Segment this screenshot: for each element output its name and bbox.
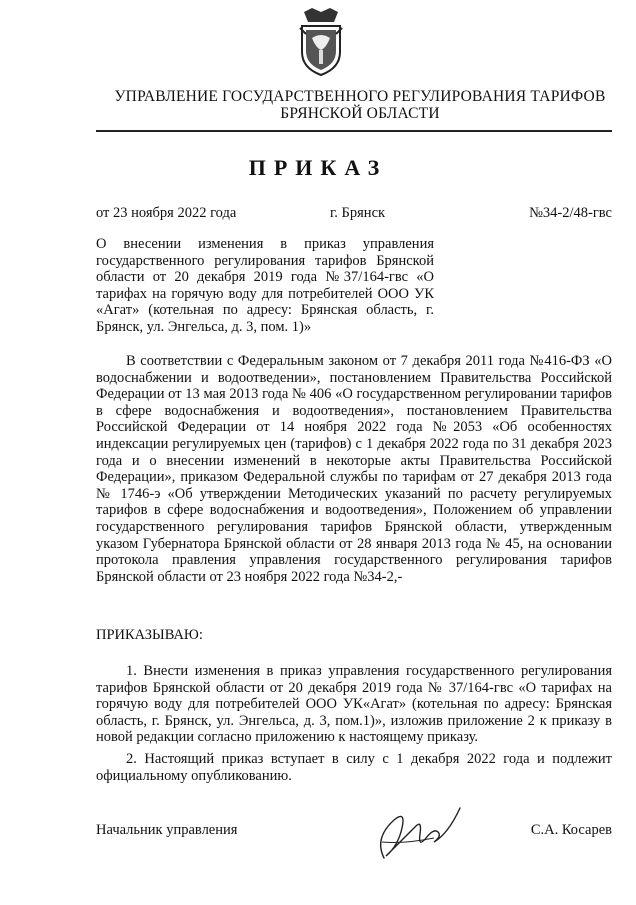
- preamble-paragraph: В соответствии с Федеральным законом от 7 декабря 2011 года №416-ФЗ «О водоснабжении и водоотведении», постановлением Правительства Российской Федерации от 13 мая 2013 года № 406 «О государственном регулировании тарифов в сфере водоснабжения и водоотведения», постановлением Правительства Российской Федерации от 14 ноября 2022 года №2053 «Об особенностях индексации регулируемых цен (тарифов) с 1 декабря 2022 года по 31 декабря 2023 года и о внесении изменений в некоторые акты Правительства Российской Федерации», приказом Федеральной службы по тарифам от 27 декабря 2013 года № 1746-э «Об утверждении Методических указаний по расчету регулируемых тарифов в сфере водоснабжения и водоотведения», Положением об управлении государственного регулирования тарифов Брянской области, утвержденным указом Губернатора Брянской области от 28 января 2013 года № 45, на основании протокола правления управления государственного регулирования тарифов Брянской области от 23 ноября 2022 года №34-2,-: [96, 353, 612, 585]
- document-number: №34-2/48-гвс: [529, 205, 612, 221]
- agency-name-line1: УПРАВЛЕНИЕ ГОСУДАРСТВЕННОГО РЕГУЛИРОВАНИЯ ТАРИФОВ: [114, 88, 606, 105]
- document-date: от 23 ноября 2022 года: [96, 205, 237, 221]
- agency-name-line2: БРЯНСКОЙ ОБЛАСТИ: [280, 105, 440, 122]
- order-item-1: 1. Внести изменения в приказ управления государственного регулирования тарифов Брянской области от 20 декабря 2019 года № 37/164-гвс «О тарифах на горячую воду для потребителей ООО УК«Агат» (котельная по адресу: Брянская область, г. Брянск, ул. Энгельса, д. 3, пом.1)», изложив приложение 2 к приказу в новой редакции согласно приложению к настоящему приказу.: [96, 663, 612, 746]
- signatory-name: С.А. Косарев: [530, 822, 612, 838]
- handwritten-signature: [364, 798, 464, 870]
- document-city: г. Брянск: [330, 205, 386, 221]
- agency-header: [60, 88, 636, 122]
- coat-of-arms-icon: [298, 8, 344, 76]
- document-title: ПРИКАЗ: [248, 155, 388, 180]
- signatory-position: Начальник управления: [96, 822, 238, 838]
- order-item-2: 2. Настоящий приказ вступает в силу с 1 декабря 2022 года и подлежит официальному опубликованию.: [96, 751, 612, 784]
- document-subject: О внесении изменения в приказ управления государственного регулирования тарифов Брянской области от 20 декабря 2019 года №37/164-гвс «О тарифах на горячую воду для потребителей ООО УК «Агат» (котельная по адресу: Брянская область, г. Брянск, ул. Энгельса, д. 3, пом. 1)»: [96, 236, 434, 335]
- order-heading: ПРИКАЗЫВАЮ:: [96, 627, 203, 643]
- header-rule: [96, 130, 612, 132]
